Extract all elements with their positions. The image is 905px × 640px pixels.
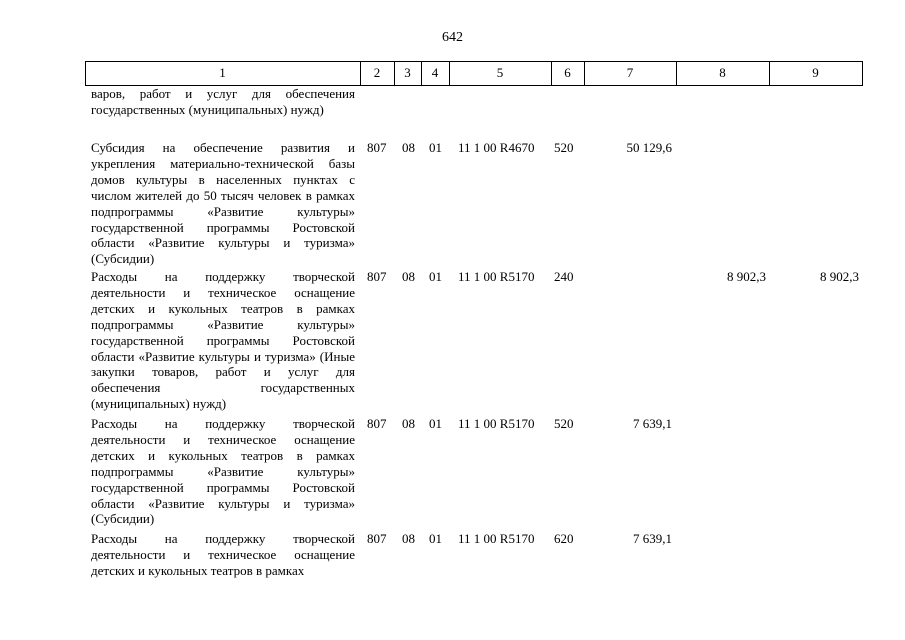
- row-section: 08: [402, 269, 415, 284]
- column-header-8: 8: [719, 65, 726, 80]
- column-header-5: 5: [496, 65, 504, 80]
- row-sum-col7: 50 129,6: [626, 140, 672, 155]
- row-expense-type: 620: [554, 531, 574, 546]
- row-ministry: 807: [367, 269, 387, 284]
- row-target-article: 11 1 00 R4670: [458, 140, 535, 155]
- row-subsection: 01: [429, 531, 442, 546]
- row-section: 08: [402, 140, 415, 155]
- row-subsection: 01: [429, 140, 442, 155]
- row-sum-col9: 8 902,3: [820, 269, 859, 284]
- column-header-7: 7: [626, 65, 634, 80]
- row-expense-type: 520: [554, 140, 574, 155]
- row-description: Расходы на поддержку творческой деятельности и техническое оснащение детских и кукольных театров в рамках подпрограммы «Развитие культуры» государственной программы Ростовской области «Развитие культуры и туризма» (Субсидии): [91, 416, 355, 527]
- column-header-4: 4: [431, 65, 439, 80]
- header-top-border: [85, 61, 863, 62]
- row-target-article: 11 1 00 R5170: [458, 269, 535, 284]
- row-subsection: 01: [429, 269, 442, 284]
- row-description: Субсидия на обеспечение развития и укрепления материально-технической базы домов культуры в населенных пунктах с числом жителей до 50 тысяч человек в рамках подпрограммы «Развитие культуры» государственной программы Ростовской области «Развитие культуры и туризма» (Субсидии): [91, 140, 355, 267]
- row-section: 08: [402, 531, 415, 546]
- header-divider: [862, 61, 863, 85]
- row-ministry: 807: [367, 140, 387, 155]
- row-sum-col8: 8 902,3: [727, 269, 766, 284]
- column-header-2: 2: [373, 65, 381, 80]
- row-description: Расходы на поддержку творческой деятельности и техническое оснащение детских и кукольных театров в рамках: [91, 531, 355, 578]
- column-header-1: 1: [219, 65, 226, 80]
- row-ministry: 807: [367, 416, 387, 431]
- row-description: Расходы на поддержку творческой деятельности и техническое оснащение детских и кукольных театров в рамках подпрограммы «Развитие культуры» государственной программы Ростовской области «Развитие культуры и туризма» (Иные закупки товаров, работ и услуг для обеспечения государственных (муниципальных) нужд): [91, 269, 355, 412]
- row-target-article: 11 1 00 R5170: [458, 531, 535, 546]
- column-header-3: 3: [404, 65, 411, 80]
- column-header-6: 6: [564, 65, 571, 80]
- row-ministry: 807: [367, 531, 387, 546]
- row-target-article: 11 1 00 R5170: [458, 416, 535, 431]
- column-header-9: 9: [812, 65, 819, 80]
- row-sum-col7: 7 639,1: [633, 531, 672, 546]
- page-number: 642: [442, 30, 463, 45]
- row-subsection: 01: [429, 416, 442, 431]
- row-expense-type: 240: [554, 269, 574, 284]
- continued-description: варов, работ и услуг для обеспечения государственных (муниципальных) нужд): [91, 86, 355, 117]
- row-section: 08: [402, 416, 415, 431]
- row-expense-type: 520: [554, 416, 574, 431]
- row-sum-col7: 7 639,1: [633, 416, 672, 431]
